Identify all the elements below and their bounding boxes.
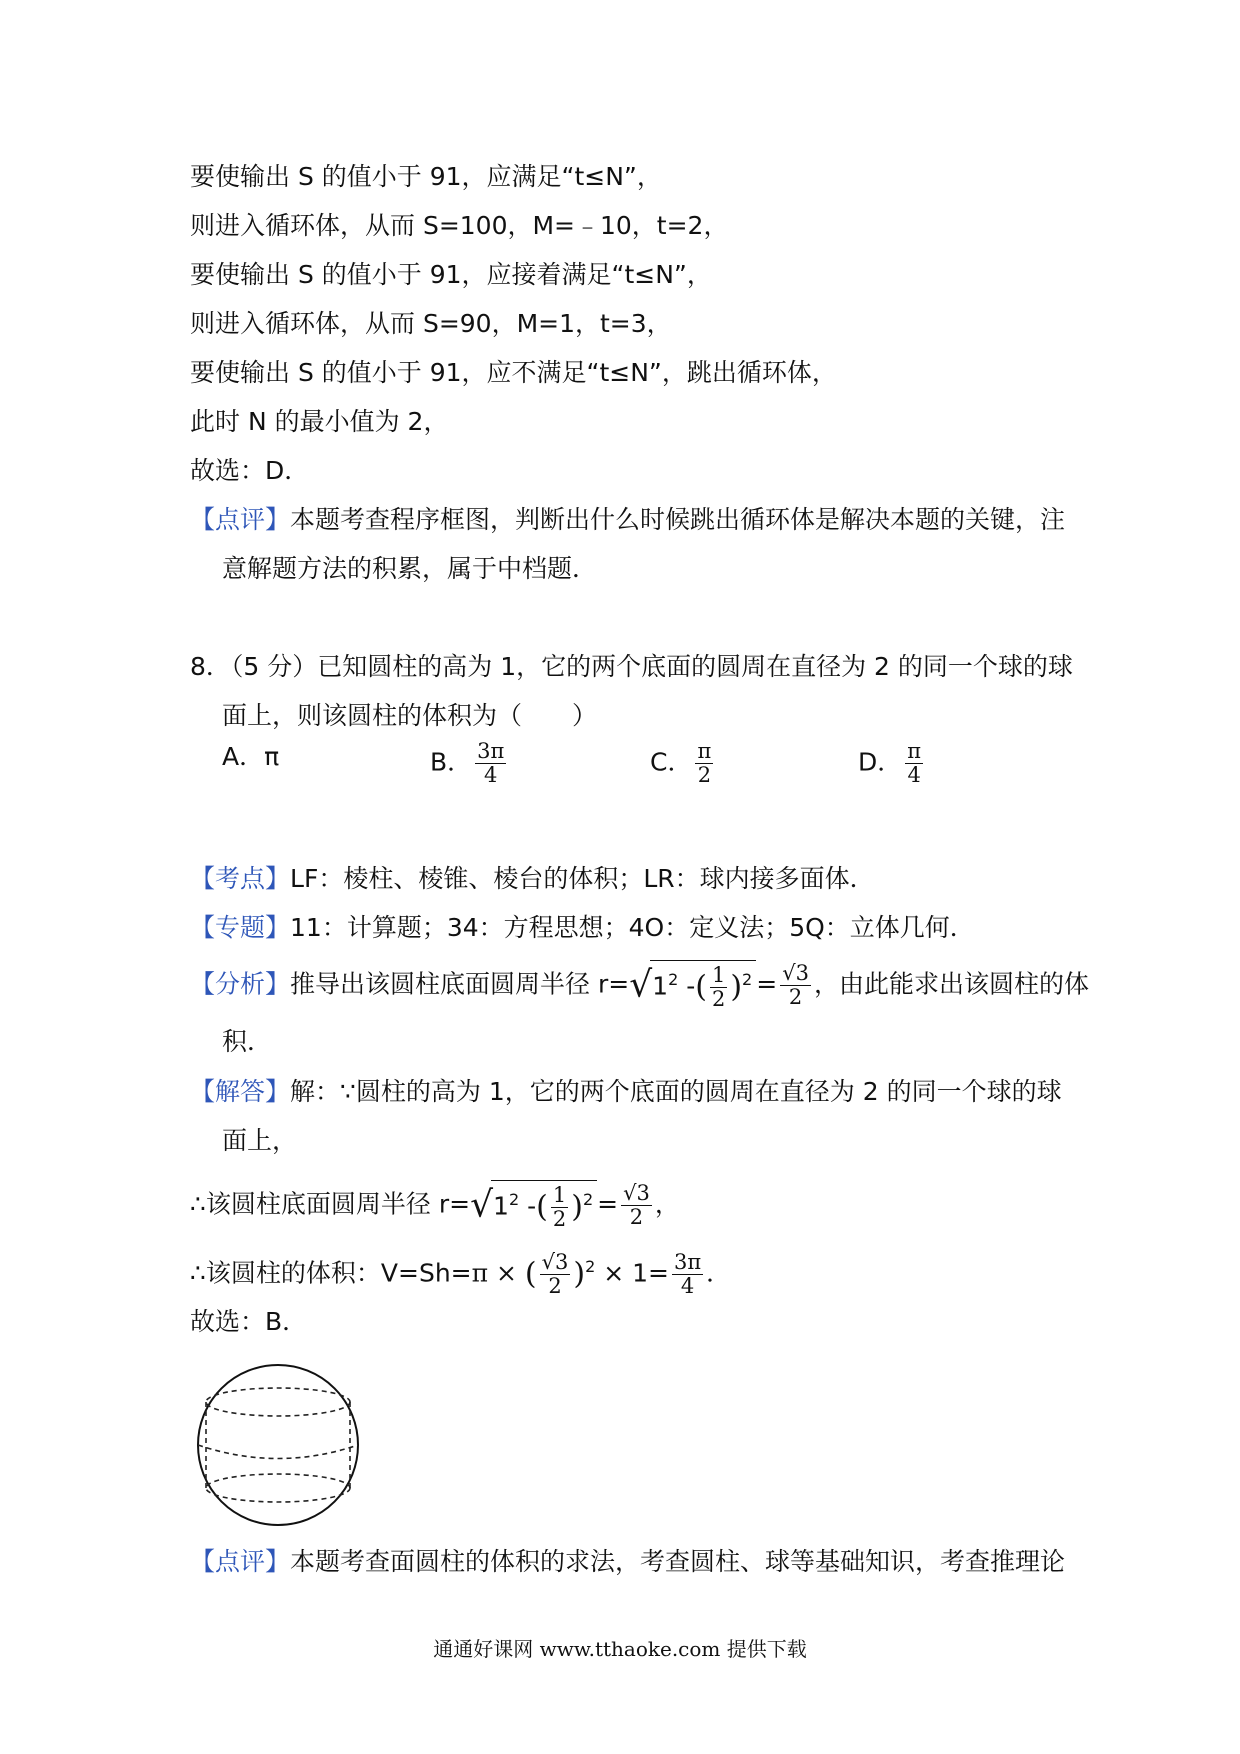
text-line: 故选：D． bbox=[190, 456, 310, 485]
fenxi-text: ，由此能求出该圆柱的体 bbox=[813, 969, 1089, 999]
text-line: 积． bbox=[222, 1027, 273, 1056]
step-volume: ∴该圆柱的体积：V=Sh=π × ( $\frac{√3}{2}$ )$^2$ × 1= $\frac{3\pi}{4}$ ． bbox=[190, 1249, 732, 1298]
option-c-label: C． bbox=[650, 747, 693, 777]
kaodian-tag: 【考点】 bbox=[190, 864, 291, 893]
option-b bbox=[430, 740, 509, 787]
zhuanti-line bbox=[190, 911, 975, 945]
fenxi-line: 【分析】推导出该圆柱底面圆周半径 $r=√1^2$ -( $\frac{1}{2}$ )$^2$ = $\frac{√3}{2}$ ，由此能求出该圆柱的体 bbox=[190, 960, 1089, 1011]
option-d-fraction bbox=[905, 740, 923, 787]
review-tag: 【点评】 bbox=[190, 1547, 291, 1576]
zhuanti-tag: 【专题】 bbox=[190, 913, 291, 942]
numerator: 3π bbox=[477, 739, 505, 763]
fenxi-text: 推导出该圆柱底面圆周半径 r= bbox=[290, 969, 630, 999]
step-text: ∴该圆柱底面圆周半径 r= bbox=[190, 1189, 471, 1219]
review-line bbox=[190, 503, 1065, 537]
sqrt3-over-2: $\frac{√3}{2}$ bbox=[623, 1180, 650, 1229]
numerator: π bbox=[697, 739, 712, 763]
denominator: 4 bbox=[484, 763, 498, 787]
step-text: ∴该圆柱的体积：V=Sh= bbox=[190, 1258, 472, 1288]
denominator: 2 bbox=[697, 763, 712, 787]
option-a bbox=[222, 740, 279, 774]
text-line: 此时 N 的最小值为 2， bbox=[190, 407, 449, 436]
text-line: 意解题方法的积累，属于中档题． bbox=[222, 554, 598, 583]
three-pi-over-4: $\frac{3\pi}{4}$ bbox=[673, 1249, 702, 1298]
step-radius: ∴该圆柱底面圆周半径 $r=√1^2$ -( $\frac{1}{2}$ )$^2$ = $\frac{√3}{2}$ ， bbox=[190, 1180, 680, 1231]
text-line: 故选：B． bbox=[190, 1307, 308, 1336]
review-line bbox=[190, 1545, 1065, 1579]
text-line: 要使输出 S 的值小于 91，应不满足“t≤N”，跳出循环体， bbox=[190, 358, 837, 387]
review-tag: 【点评】 bbox=[190, 505, 291, 534]
option-b-fraction bbox=[475, 740, 506, 787]
sphere-cylinder-figure bbox=[190, 1360, 370, 1530]
fenxi-tag: 【分析】 bbox=[190, 969, 291, 999]
option-c-fraction bbox=[695, 740, 713, 787]
review-text: 本题考查程序框图，判断出什么时候跳出循环体是解决本题的关键，注 bbox=[290, 505, 1066, 534]
sqrt3-over-2: $\frac{√3}{2}$ bbox=[782, 960, 809, 1009]
option-d-label: D． bbox=[858, 747, 903, 777]
text-line: 则进入循环体，从而 S=90，M=1，t=3， bbox=[190, 309, 672, 338]
page-footer: 通通好课网 www.tthaoke.com 提供下载 bbox=[433, 1637, 807, 1661]
jieda-text: 解：∵圆柱的高为 1，它的两个底面的圆周在直径为 2 的同一个球的球 bbox=[290, 1077, 1062, 1106]
radius-formula: $√1^2$ -( $\frac{1}{2}$ )$^2$ bbox=[629, 960, 756, 1011]
question-stem: 8．（5 分）已知圆柱的高为 1，它的两个底面的圆周在直径为 2 的同一个球的球 bbox=[190, 652, 1073, 681]
jieda-tag: 【解答】 bbox=[190, 1077, 291, 1106]
option-d bbox=[858, 740, 926, 787]
radius-formula: $√1^2$ -( $\frac{1}{2}$ )$^2$ bbox=[470, 1180, 597, 1231]
text-line: 面上， bbox=[222, 1126, 298, 1155]
zhuanti-text: 11：计算题；34：方程思想；4O：定义法；5Q：立体几何． bbox=[290, 913, 975, 942]
kaodian-line bbox=[190, 862, 875, 896]
denominator: 4 bbox=[907, 763, 921, 787]
kaodian-text: LF：棱柱、棱锥、棱台的体积；LR：球内接多面体． bbox=[290, 864, 875, 893]
review-text: 本题考查面圆柱的体积的求法，考查圆柱、球等基础知识，考查推理论 bbox=[290, 1547, 1066, 1576]
jieda-line bbox=[190, 1075, 1062, 1109]
numerator: π bbox=[907, 739, 922, 763]
text-line: 要使输出 S 的值小于 91，应满足“t≤N”， bbox=[190, 162, 662, 191]
option-a-label: A．π bbox=[222, 742, 280, 771]
option-b-label: B． bbox=[430, 747, 473, 777]
option-c bbox=[650, 740, 716, 787]
question-stem: 面上，则该圆柱的体积为（ ） bbox=[222, 701, 598, 730]
text-line: 要使输出 S 的值小于 91，应接着满足“t≤N”， bbox=[190, 260, 712, 289]
sqrt3-over-2: $\frac{√3}{2}$ bbox=[541, 1249, 569, 1298]
text-line: 则进入循环体，从而 S=100，M=﹣10，t=2， bbox=[190, 211, 729, 240]
